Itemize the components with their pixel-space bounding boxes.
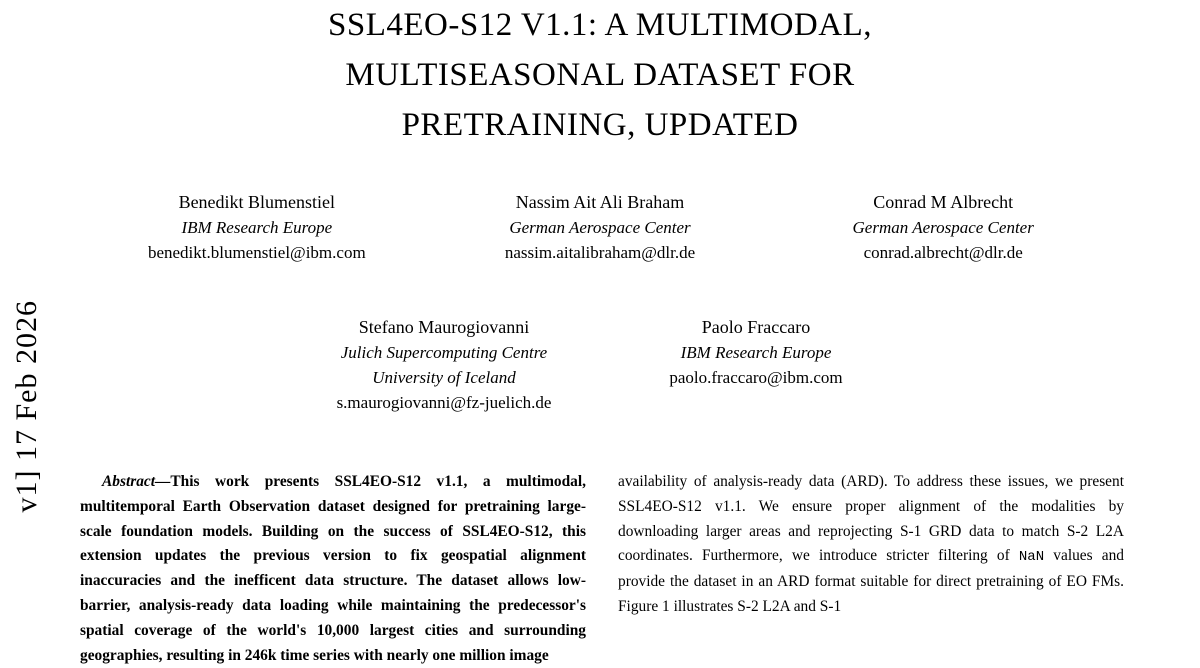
body-columns	[80, 470, 1125, 668]
author-block	[80, 190, 1120, 415]
author-name: Conrad M Albrecht	[873, 192, 1014, 212]
author-4	[288, 315, 600, 415]
author-3	[772, 190, 1115, 265]
author-affiliation: IBM Research Europe	[181, 218, 333, 237]
author-affiliation: IBM Research Europe	[680, 343, 832, 362]
abstract-paragraph	[80, 470, 586, 668]
author-name: Stefano Maurogiovanni	[358, 317, 530, 337]
arxiv-stamp: v1] 17 Feb 2026	[10, 300, 43, 513]
title-line-1: SSL4EO-S12 V1.1: A MULTIMODAL,	[328, 7, 872, 43]
author-email: s.maurogiovanni@fz-juelich.de	[336, 393, 552, 412]
intro-text-part2: values and provide the dataset in an ARD format suitable for direct pretraining of EO FMs. Figure 1 illustrates S-2 L2A and S-1	[618, 547, 1124, 615]
author-name: Benedikt Blumenstiel	[178, 192, 336, 212]
intro-text-part1: availability of analysis-ready data (ARD). To address these issues, we present SSL4EO-S12 v1.1. We ensure proper alignment of the modalities by downloading larger areas and reprojecting S-1 GRD data to match S-2 L2A coordinates. Furthermore, we introduce stricter filtering of	[618, 473, 1124, 565]
right-column	[618, 470, 1124, 668]
author-affiliation: Julich Supercomputing Centre	[340, 343, 548, 362]
author-affiliation: German Aerospace Center	[852, 218, 1034, 237]
author-email: benedikt.blumenstiel@ibm.com	[147, 243, 366, 262]
title-line-3: PRETRAINING, UPDATED	[401, 107, 799, 143]
author-name: Nassim Ait Ali Braham	[515, 192, 685, 212]
author-row	[80, 190, 1120, 265]
author-email: nassim.aitalibraham@dlr.de	[504, 243, 696, 262]
author-affiliation-secondary: University of Iceland	[372, 368, 516, 387]
intro-paragraph	[618, 470, 1124, 620]
abstract-label: Abstract—	[102, 473, 171, 490]
left-column	[80, 470, 586, 668]
author-email: paolo.fraccaro@ibm.com	[669, 368, 843, 387]
title-line-2: MULTISEASONAL DATASET FOR	[345, 57, 855, 93]
author-affiliation: German Aerospace Center	[509, 218, 691, 237]
author-1	[85, 190, 428, 265]
author-row	[80, 315, 1120, 415]
page-title	[150, 0, 1050, 150]
author-email: conrad.albrecht@dlr.de	[863, 243, 1023, 262]
author-name: Paolo Fraccaro	[701, 317, 811, 337]
abstract-text: This work presents SSL4EO-S12 v1.1, a multimodal, multitemporal Earth Observation dataset designed for pretraining large-scale foundation models. Building on the success of SSL4EO-S12, this extension updates the previous version to fix geospatial alignment inaccuracies and the inefficent data structure. The dataset allows low-barrier, analysis-ready data loading while maintaining the predecessor's spatial coverage of the world's 10,000 largest cities and surrounding geographies, resulting in 246k time series with nearly one million image	[80, 473, 586, 664]
author-5	[600, 315, 912, 415]
nan-token: NaN	[1018, 549, 1045, 566]
author-2	[428, 190, 771, 265]
